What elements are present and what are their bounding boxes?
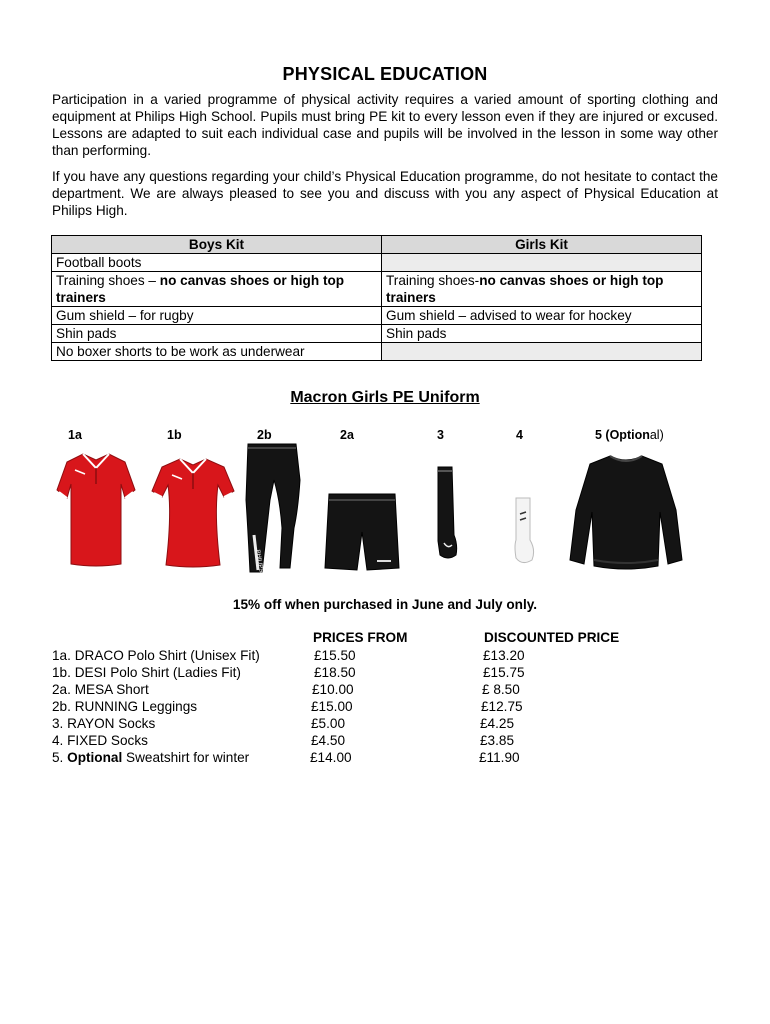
boys-kit-cell: Football boots bbox=[52, 254, 382, 272]
kit-table-header-row bbox=[52, 236, 702, 254]
girls-kit-cell bbox=[382, 272, 702, 307]
boys-kit-cell bbox=[52, 272, 382, 307]
price-row-item-name bbox=[52, 715, 155, 732]
kit-table-row bbox=[52, 307, 702, 325]
item-label-5-rest: al) bbox=[649, 428, 664, 442]
row-price: £14.00 bbox=[310, 750, 352, 765]
price-row-item-name bbox=[52, 647, 260, 664]
row-discounted-price: £3.85 bbox=[480, 733, 515, 748]
item-label-3: 3 bbox=[437, 428, 444, 442]
row-number: 4. bbox=[52, 733, 64, 748]
row-price: £15.50 bbox=[314, 648, 356, 663]
row-item-name: RUNNING Leggings bbox=[74, 699, 198, 714]
row-number: 1b. bbox=[52, 665, 71, 680]
price-row-item-name bbox=[52, 664, 241, 681]
row-item-name-bold: Optional bbox=[67, 750, 123, 765]
kit-table-row bbox=[52, 343, 702, 361]
price-row-item-name bbox=[52, 681, 149, 698]
black-shorts-icon bbox=[323, 490, 401, 575]
black-sweatshirt-icon bbox=[566, 450, 686, 575]
price-row-item-name bbox=[52, 698, 197, 715]
black-socks-icon bbox=[430, 465, 464, 563]
intro-paragraph: Participation in a varied programme of physical activity requires a varied amount of sporting clothing and equipment at Philips High School. Pupils must bring PE kit to every lesson even if they are injured or excused. Lessons are adapted to suit each individual case and pupils will be involved in the lesson in some way other than performing. bbox=[52, 92, 718, 158]
row-price: £18.50 bbox=[314, 665, 356, 680]
kit-table-row bbox=[52, 254, 702, 272]
row-discounted-price: £15.75 bbox=[483, 665, 525, 680]
svg-text:PHILIPS: PHILIPS bbox=[254, 549, 264, 574]
boys-kit-text: Training shoes – bbox=[56, 273, 160, 288]
row-number: 1a. bbox=[52, 648, 71, 663]
row-price: £4.50 bbox=[311, 733, 346, 748]
row-price: £15.00 bbox=[311, 699, 353, 714]
row-item-name: DESI Polo Shirt (Ladies Fit) bbox=[74, 665, 241, 680]
girls-kit-cell: Shin pads bbox=[382, 325, 702, 343]
row-number: 3. bbox=[52, 716, 64, 731]
girls-kit-bold-text: no canvas shoes or high top trainers bbox=[386, 273, 664, 305]
row-discounted-price: £13.20 bbox=[483, 648, 525, 663]
row-item-name: MESA Short bbox=[74, 682, 149, 697]
discount-note: 15% off when purchased in June and July only. bbox=[232, 597, 538, 612]
boys-kit-cell: Gum shield – for rugby bbox=[52, 307, 382, 325]
prices-from-header: PRICES FROM bbox=[313, 630, 408, 645]
price-row-item-name bbox=[52, 732, 148, 749]
red-ladies-polo-shirt-icon bbox=[150, 455, 236, 570]
boys-kit-cell: No boxer shorts to be work as underwear bbox=[52, 343, 382, 361]
girls-kit-cell bbox=[382, 254, 702, 272]
black-leggings-icon bbox=[240, 440, 306, 575]
white-socks-icon bbox=[508, 496, 540, 566]
kit-table-row bbox=[52, 325, 702, 343]
kit-table bbox=[51, 235, 702, 361]
girls-kit-header: Girls Kit bbox=[382, 236, 702, 254]
item-label-2a: 2a bbox=[340, 428, 354, 442]
row-item-name: FIXED Socks bbox=[67, 733, 148, 748]
boys-kit-header: Boys Kit bbox=[52, 236, 382, 254]
boys-kit-bold-text: no canvas shoes or high top trainers bbox=[56, 273, 345, 305]
item-label-5 bbox=[595, 428, 664, 442]
girls-kit-cell bbox=[382, 343, 702, 361]
item-label-2b: 2b bbox=[257, 428, 272, 442]
girls-kit-cell: Gum shield – advised to wear for hockey bbox=[382, 307, 702, 325]
price-row-item-name bbox=[52, 749, 249, 766]
row-item-name: RAYON Socks bbox=[67, 716, 156, 731]
row-number: 5. bbox=[52, 750, 64, 765]
uniform-title: Macron Girls PE Uniform bbox=[290, 389, 480, 406]
row-price: £10.00 bbox=[312, 682, 354, 697]
row-discounted-price: £4.25 bbox=[480, 716, 515, 731]
row-price: £5.00 bbox=[311, 716, 346, 731]
girls-kit-text: Training shoes- bbox=[386, 273, 480, 288]
contact-paragraph: If you have any questions regarding your child’s Physical Education programme, do not hesitate to contact the department. We are always pleased to see you and discuss with you any aspect of Physical Education at Philips High. bbox=[52, 169, 718, 218]
item-label-4: 4 bbox=[516, 428, 523, 442]
row-item-name: DRACO Polo Shirt (Unisex Fit) bbox=[74, 648, 260, 663]
page-title: PHYSICAL EDUCATION bbox=[282, 64, 488, 84]
discounted-price-header: DISCOUNTED PRICE bbox=[484, 630, 620, 645]
row-number: 2a. bbox=[52, 682, 71, 697]
item-label-5-bold: 5 (Option bbox=[595, 428, 650, 442]
row-number: 2b. bbox=[52, 699, 71, 714]
row-discounted-price: £12.75 bbox=[481, 699, 523, 714]
red-polo-shirt-icon bbox=[55, 450, 137, 570]
item-label-1a: 1a bbox=[68, 428, 82, 442]
kit-table-row bbox=[52, 272, 702, 307]
row-item-name: Sweatshirt for winter bbox=[122, 750, 250, 765]
row-discounted-price: £11.90 bbox=[479, 750, 520, 765]
item-label-1b: 1b bbox=[167, 428, 182, 442]
boys-kit-cell: Shin pads bbox=[52, 325, 382, 343]
row-discounted-price: £ 8.50 bbox=[482, 682, 520, 697]
